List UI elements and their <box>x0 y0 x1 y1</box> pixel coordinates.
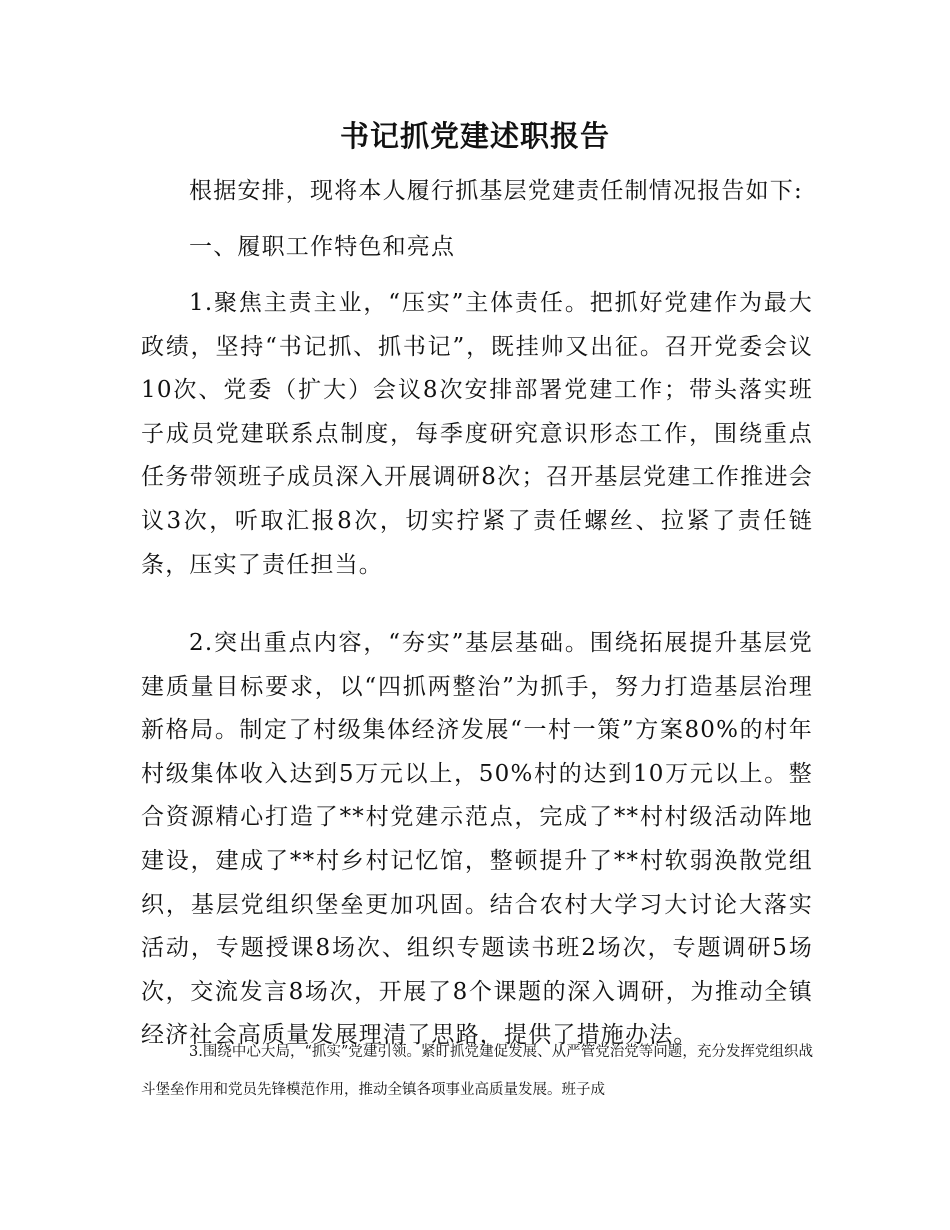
paragraph-item-2: 2.突出重点内容，“夯实”基层基础。围绕拓展提升基层党建质量目标要求，以“四抓两整治”为抓手，努力打造基层治理新格局。制定了村级集体经济发展“一村一策”方案80%的村年村级集体收入达到5万元以上，50%村的达到10万元以上。整合资源精心打造了**村党建示范点，完成了**村村级活动阵地建设，建成了**村乡村记忆馆，整顿提升了**村软弱涣散党组织，基层党组织堡垒更加巩固。结合农村大学习大讨论大落实活动，专题授课8场次、组织专题读书班2场次，专题调研5场次，交流发言8场次，开展了8个课题的深入调研，为推动全镇经济社会高质量发展理清了思路，提供了措施办法。 <box>141 630 813 1049</box>
document-title: 书记抓党建述职报告 <box>339 119 610 153</box>
paragraph-item-3: 3.围绕中心大局，“抓实”党建引领。紧盯抓党建促发展、从严管党治党等问题，充分发挥党组织战斗堡垒作用和党员先锋模范作用，推动全镇各项事业高质量发展。班子成 <box>141 1044 813 1098</box>
paragraph-item-1: 1.聚焦主责主业，“压实”主体责任。把抓好党建作为最大政绩，坚持“书记抓、抓书记”，既挂帅又出征。召开党委会议10次、党委（扩大）会议8次安排部署党建工作；带头落实班子成员党建联系点制度，每季度研究意识形态工作，围绕重点任务带领班子成员深入开展调研8次；召开基层党建工作推进会议3次，听取汇报8次，切实拧紧了责任螺丝、拉紧了责任链条，压实了责任担当。 <box>141 290 813 578</box>
section-heading: 一、履职工作特色和亮点 <box>189 234 456 260</box>
intro-paragraph: 根据安排，现将本人履行抓基层党建责任制情况报告如下: <box>189 178 803 204</box>
